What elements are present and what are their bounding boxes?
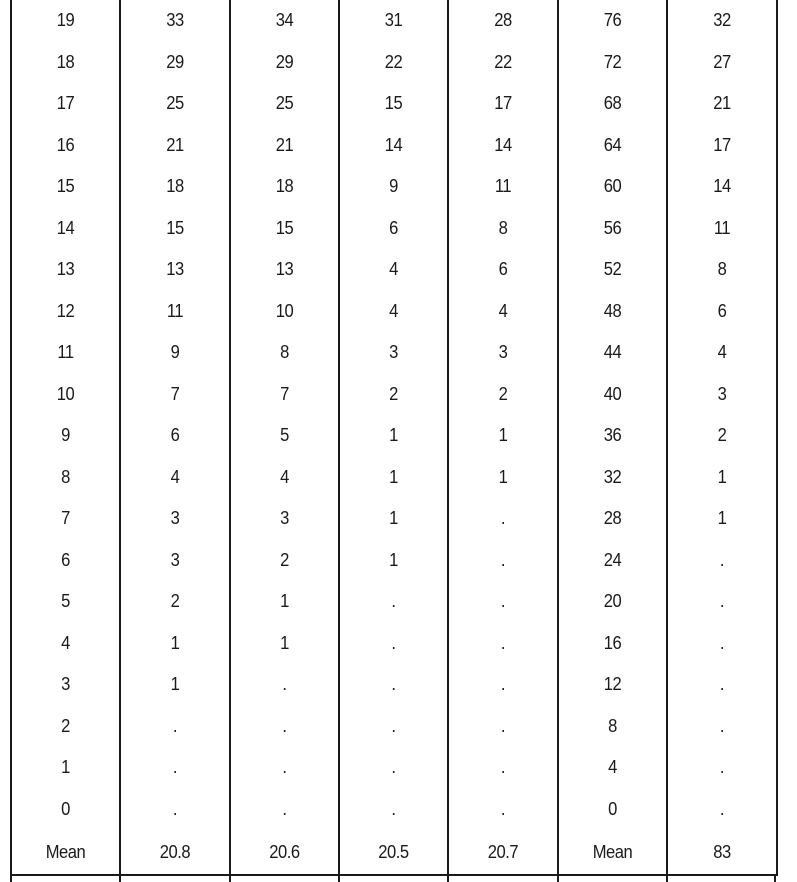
table-cell: 7 [15,498,115,540]
table-cell: . [343,789,443,831]
table-cell: . [671,540,772,582]
table-cell: 6 [124,415,225,457]
table-cell: 20 [562,581,662,623]
table-cell: 1 [15,747,115,789]
table-cell: 28 [562,498,662,540]
table-cell: 5 [15,581,115,623]
bottom-tick [557,876,559,882]
table-cell: 18 [234,166,334,208]
table-row [11,166,777,208]
table-cell: . [343,623,443,665]
table-cell: 1 [343,415,443,457]
table-cell: 11 [452,166,553,208]
table-cell: 9 [124,332,225,374]
table-cell: . [452,540,553,582]
table-cell: 48 [562,291,662,333]
table-cell: 2 [671,415,772,457]
table-cell: 6 [343,208,443,250]
table-cell: 3 [343,332,443,374]
table-cell: 8 [234,332,334,374]
table-cell: 16 [562,623,662,665]
table-cell: 21 [671,83,772,125]
table-row [11,457,777,499]
table-row [11,249,777,291]
table-cell: 44 [562,332,662,374]
table-cell: . [452,706,553,748]
table-row [11,540,777,582]
mean-cell: Mean [15,830,115,875]
table-cell: 40 [562,374,662,416]
table-cell: 0 [562,789,662,831]
mean-cell: 20.5 [343,830,443,875]
table-cell: 4 [562,747,662,789]
table-cell: 12 [15,291,115,333]
table-row [11,498,777,540]
mean-row [11,830,777,875]
table-cell: 25 [124,83,225,125]
table-cell: 6 [452,249,553,291]
table-cell: . [452,747,553,789]
table-cell: 15 [343,83,443,125]
table-row [11,789,777,831]
mean-cell: Mean [562,830,662,875]
table-cell: 19 [15,0,115,42]
table-cell: . [234,706,334,748]
table-cell: . [343,664,443,706]
table-cell: 8 [562,706,662,748]
table-cell: 0 [15,789,115,831]
table-cell: . [671,706,772,748]
table-row [11,208,777,250]
table-cell: 15 [124,208,225,250]
table-cell: 1 [671,498,772,540]
score-table-body [11,0,777,875]
table-cell: 76 [562,0,662,42]
table-cell: . [671,623,772,665]
bottom-tick [666,876,668,882]
table-cell: 10 [15,374,115,416]
bottom-tick [119,876,121,882]
table-cell: 3 [124,498,225,540]
table-cell: . [452,789,553,831]
table-cell: 2 [15,706,115,748]
table-cell: 14 [343,125,443,167]
bottom-tick [447,876,449,882]
table-cell: . [671,789,772,831]
table-row [11,332,777,374]
table-cell: 15 [15,166,115,208]
table-row [11,374,777,416]
table-cell: 9 [15,415,115,457]
table-cell: 1 [124,623,225,665]
table-cell: 3 [15,664,115,706]
table-cell: . [452,581,553,623]
table-cell: . [234,664,334,706]
table-cell: . [343,747,443,789]
table-cell: 14 [452,125,553,167]
table-row [11,83,777,125]
table-cell: 7 [124,374,225,416]
table-cell: 8 [452,208,553,250]
table-cell: 1 [343,457,443,499]
table-cell: 7 [234,374,334,416]
table-cell: 1 [234,581,334,623]
table-cell: . [671,747,772,789]
table-cell: 29 [234,42,334,84]
table-row [11,664,777,706]
table-cell: 25 [234,83,334,125]
table-cell: 18 [124,166,225,208]
bottom-tick [774,876,776,882]
table-cell: 17 [452,83,553,125]
table-row [11,125,777,167]
table-cell: 22 [343,42,443,84]
table-cell: . [124,789,225,831]
table-cell: 4 [671,332,772,374]
table-cell: 22 [452,42,553,84]
table-row [11,415,777,457]
table-cell: . [124,706,225,748]
table-cell: 4 [234,457,334,499]
table-cell: 56 [562,208,662,250]
table-cell: . [234,747,334,789]
table-cell: 3 [234,498,334,540]
table-cell: 8 [15,457,115,499]
table-cell: 10 [234,291,334,333]
table-cell: 6 [15,540,115,582]
table-cell: 36 [562,415,662,457]
table-cell: 13 [15,249,115,291]
table-cell: . [671,664,772,706]
table-cell: 17 [15,83,115,125]
table-cell: . [452,664,553,706]
table-cell: 1 [343,498,443,540]
table-cell: . [452,498,553,540]
table-cell: 12 [562,664,662,706]
mean-cell: 20.7 [452,830,553,875]
table-cell: 6 [671,291,772,333]
table-cell: 3 [124,540,225,582]
table-cell: 24 [562,540,662,582]
mean-cell: 20.8 [124,830,225,875]
table-cell: 68 [562,83,662,125]
table-cell: 27 [671,42,772,84]
table-cell: 21 [234,125,334,167]
table-cell: 18 [15,42,115,84]
table-row [11,623,777,665]
table-cell: 13 [124,249,225,291]
table-cell: 52 [562,249,662,291]
table-row [11,0,777,42]
table-cell: 1 [452,457,553,499]
table-cell: . [671,581,772,623]
table-cell: . [452,623,553,665]
table-cell: . [343,706,443,748]
mean-cell: 20.6 [234,830,334,875]
table-cell: 1 [343,540,443,582]
table-cell: . [124,747,225,789]
table-cell: 2 [234,540,334,582]
table-row [11,42,777,84]
table-row [11,581,777,623]
table-cell: 32 [562,457,662,499]
table-row [11,291,777,333]
bottom-tick [10,876,12,882]
table-cell: 60 [562,166,662,208]
bottom-tick [338,876,340,882]
mean-cell: 83 [671,830,772,875]
table-cell: 32 [671,0,772,42]
table-cell: 4 [15,623,115,665]
table-cell: 34 [234,0,334,42]
table-cell: 14 [15,208,115,250]
table-row [11,706,777,748]
table-cell: 21 [124,125,225,167]
table-cell: 3 [671,374,772,416]
table-cell: 16 [15,125,115,167]
table-cell: 4 [343,291,443,333]
table-cell: 14 [671,166,772,208]
table-cell: 31 [343,0,443,42]
table-cell: 9 [343,166,443,208]
table-cell: . [343,581,443,623]
table-cell: . [234,789,334,831]
table-cell: 11 [124,291,225,333]
table-cell: 33 [124,0,225,42]
table-cell: 1 [124,664,225,706]
table-cell: 2 [343,374,443,416]
table-cell: 15 [234,208,334,250]
table-cell: 11 [671,208,772,250]
table-cell: 2 [452,374,553,416]
table-cell: 3 [452,332,553,374]
table-cell: 4 [452,291,553,333]
table-cell: 1 [234,623,334,665]
table-cell: 4 [124,457,225,499]
table-cell: 28 [452,0,553,42]
table-cell: 72 [562,42,662,84]
table-cell: 8 [671,249,772,291]
table-cell: 1 [452,415,553,457]
table-cell: 5 [234,415,334,457]
table-cell: 4 [343,249,443,291]
table-row [11,747,777,789]
score-table [10,0,778,876]
table-cell: 11 [15,332,115,374]
table-cell: 29 [124,42,225,84]
bottom-tick [229,876,231,882]
table-cell: 64 [562,125,662,167]
table-cell: 13 [234,249,334,291]
table-cell: 1 [671,457,772,499]
table-cell: 2 [124,581,225,623]
table-cell: 17 [671,125,772,167]
